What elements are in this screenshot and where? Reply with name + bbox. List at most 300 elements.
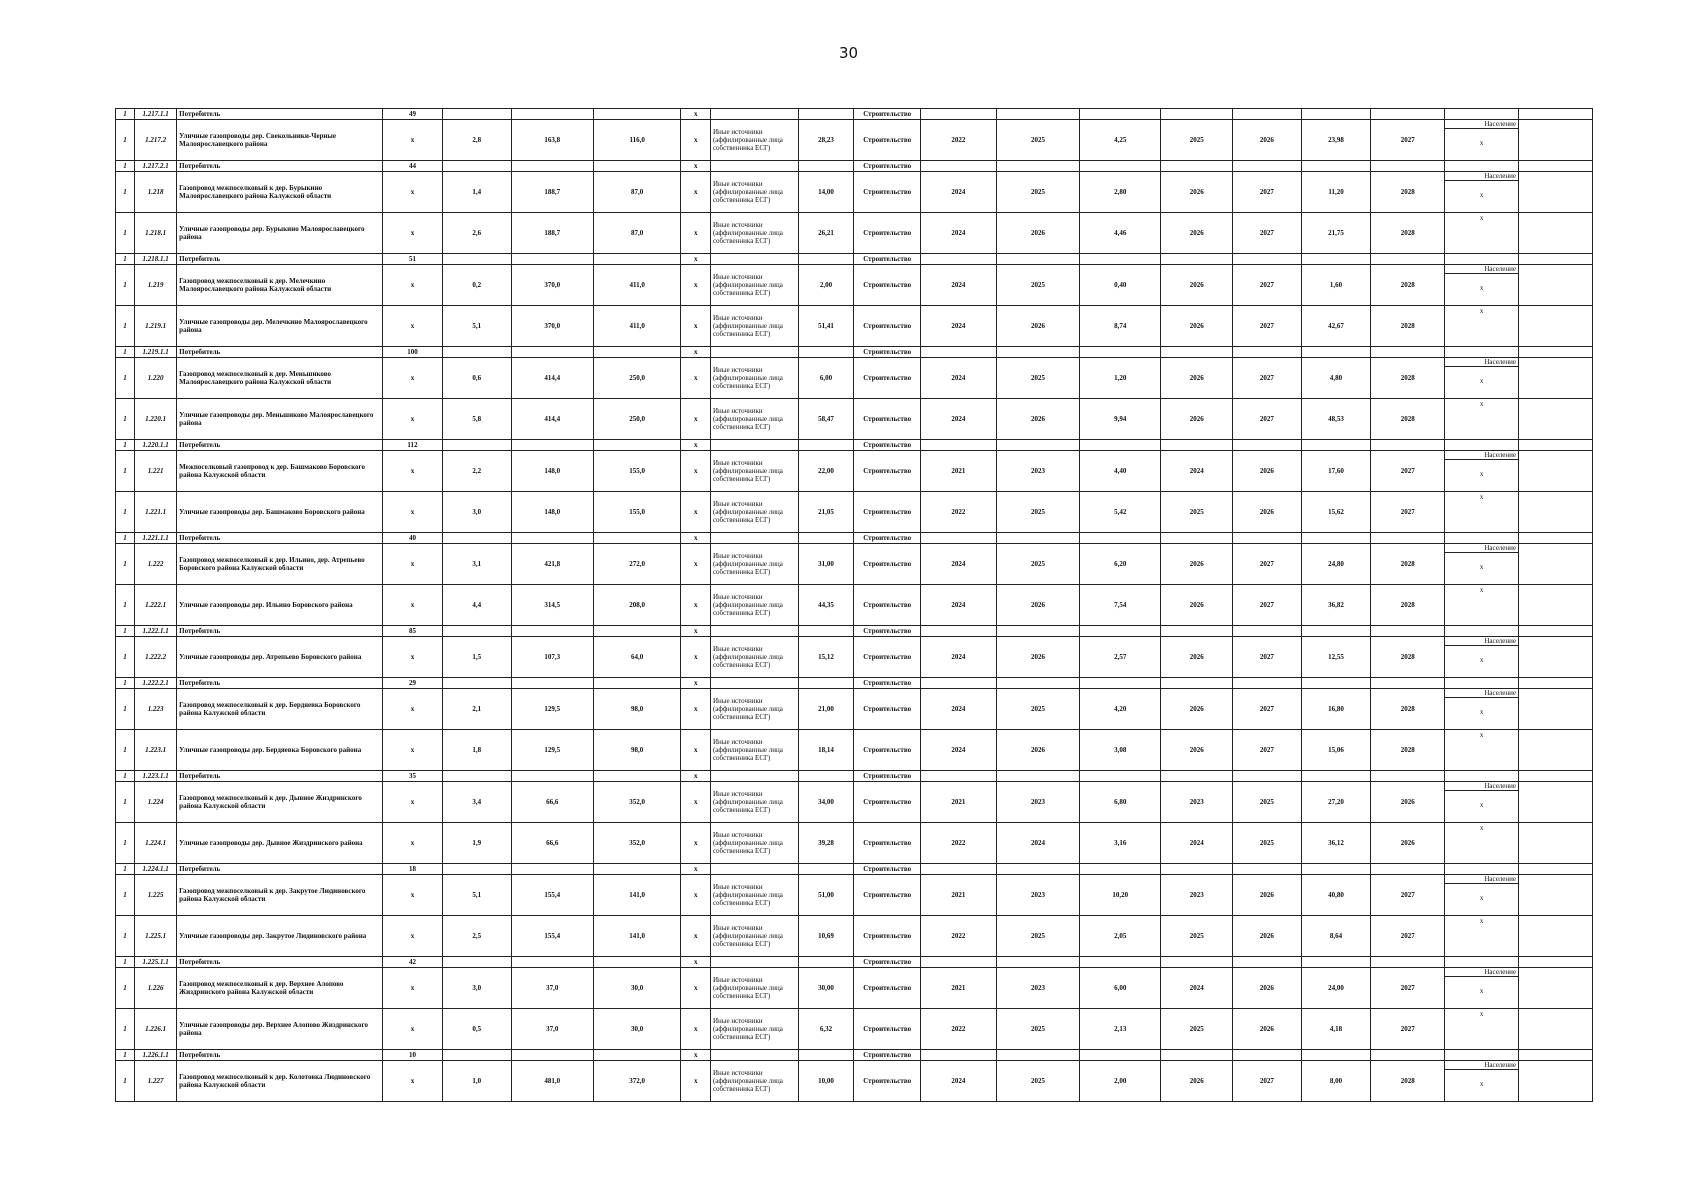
value-cell: 352,0 bbox=[593, 782, 681, 823]
item-code-cell: 1.222 bbox=[134, 544, 176, 585]
funding-source-cell: Иные источники (аффилированные лица собственника ЕСГ) bbox=[710, 265, 798, 306]
population-label: Население bbox=[1445, 358, 1518, 367]
amount-cell: 15,62 bbox=[1301, 492, 1371, 533]
empty-cell bbox=[1371, 678, 1445, 689]
value-cell: 188,7 bbox=[511, 213, 593, 254]
empty-cell bbox=[511, 440, 593, 451]
construction-cell: Строительство bbox=[854, 771, 920, 782]
work-type-cell: Строительство bbox=[854, 306, 920, 347]
row-index-cell: 1 bbox=[116, 823, 135, 864]
row-index-cell: 1 bbox=[116, 1009, 135, 1050]
x-mark: х bbox=[1479, 917, 1484, 925]
length-cell: 1,9 bbox=[443, 823, 512, 864]
consumer-row bbox=[116, 771, 1593, 782]
population-cell bbox=[1445, 451, 1519, 492]
empty-cell bbox=[710, 678, 798, 689]
year-cell: 2025 bbox=[1161, 1009, 1233, 1050]
item-code-cell: 1.226 bbox=[134, 968, 176, 1009]
empty-cell bbox=[1519, 1050, 1593, 1061]
consumer-count-cell: 35 bbox=[382, 771, 442, 782]
empty-cell bbox=[1161, 957, 1233, 968]
empty-cell bbox=[511, 864, 593, 875]
year-cell: 2027 bbox=[1371, 1009, 1445, 1050]
amount-cell: 14,00 bbox=[798, 172, 854, 213]
gas-pipeline-table bbox=[115, 108, 1593, 1102]
value-cell: 141,0 bbox=[593, 875, 681, 916]
empty-cell bbox=[996, 864, 1079, 875]
consumer-code-cell: 1.225.1.1 bbox=[134, 957, 176, 968]
value-cell: х bbox=[382, 120, 442, 161]
table-row bbox=[116, 875, 1593, 916]
length-cell: 3,0 bbox=[443, 968, 512, 1009]
population-cell bbox=[1445, 306, 1519, 347]
population-label: Население bbox=[1445, 637, 1518, 646]
empty-cell bbox=[798, 864, 854, 875]
funding-source-cell: Иные источники (аффилированные лица собственника ЕСГ) bbox=[710, 782, 798, 823]
empty-cell bbox=[1233, 254, 1302, 265]
length-cell: 3,4 bbox=[443, 782, 512, 823]
year-cell: 2027 bbox=[1233, 585, 1302, 626]
year-cell: 2025 bbox=[996, 358, 1079, 399]
funding-source-cell: Иные источники (аффилированные лица собственника ЕСГ) bbox=[710, 968, 798, 1009]
empty-cell bbox=[593, 1050, 681, 1061]
empty-cell bbox=[1371, 771, 1445, 782]
empty-cell bbox=[443, 161, 512, 172]
row-index-cell: 1 bbox=[116, 213, 135, 254]
funding-source-cell: Иные источники (аффилированные лица собственника ЕСГ) bbox=[710, 689, 798, 730]
year-cell: 2025 bbox=[1161, 120, 1233, 161]
amount-cell: 2,00 bbox=[798, 265, 854, 306]
length-cell: 5,1 bbox=[443, 875, 512, 916]
year-cell: 2023 bbox=[996, 875, 1079, 916]
year-cell: 2026 bbox=[1233, 492, 1302, 533]
consumer-count-cell: 100 bbox=[382, 347, 442, 358]
population-cell bbox=[1445, 782, 1519, 823]
value-cell: х bbox=[681, 730, 711, 771]
amount-cell: 4,40 bbox=[1080, 451, 1161, 492]
empty-cell bbox=[1161, 109, 1233, 120]
population-cell bbox=[1445, 689, 1519, 730]
amount-cell: 21,75 bbox=[1301, 213, 1371, 254]
value-cell: 414,4 bbox=[511, 358, 593, 399]
empty-cell bbox=[443, 678, 512, 689]
value-cell: х bbox=[681, 544, 711, 585]
empty-cell bbox=[1519, 533, 1593, 544]
year-cell: 2027 bbox=[1233, 265, 1302, 306]
year-cell: 2025 bbox=[1233, 782, 1302, 823]
year-cell: 2024 bbox=[996, 823, 1079, 864]
pipeline-name-cell: Уличные газопроводы дер. Дывное Жиздринского района bbox=[177, 823, 383, 864]
item-code-cell: 1.222.2 bbox=[134, 637, 176, 678]
year-cell: 2024 bbox=[920, 265, 996, 306]
value-cell: х bbox=[382, 544, 442, 585]
value-cell: х bbox=[681, 782, 711, 823]
empty-cell bbox=[1519, 771, 1593, 782]
empty-cell bbox=[1519, 254, 1593, 265]
row-index-cell: 1 bbox=[116, 544, 135, 585]
funding-source-cell: Иные источники (аффилированные лица собственника ЕСГ) bbox=[710, 875, 798, 916]
consumer-label-cell: Потребитель bbox=[177, 254, 383, 265]
consumer-label-cell: Потребитель bbox=[177, 626, 383, 637]
item-code-cell: 1.224.1 bbox=[134, 823, 176, 864]
empty-cell bbox=[798, 957, 854, 968]
length-cell: 2,5 bbox=[443, 916, 512, 957]
work-type-cell: Строительство bbox=[854, 544, 920, 585]
empty-cell bbox=[920, 440, 996, 451]
empty-cell bbox=[511, 161, 593, 172]
row-index-cell: 1 bbox=[116, 1061, 135, 1102]
amount-cell: 12,55 bbox=[1301, 637, 1371, 678]
value-cell: х bbox=[681, 1009, 711, 1050]
empty-cell bbox=[1080, 626, 1161, 637]
empty-cell bbox=[996, 957, 1079, 968]
year-cell: 2027 bbox=[1233, 689, 1302, 730]
work-type-cell: Строительство bbox=[854, 585, 920, 626]
empty-cell bbox=[593, 533, 681, 544]
empty-cell bbox=[1371, 957, 1445, 968]
year-cell: 2027 bbox=[1371, 451, 1445, 492]
value-cell: 129,5 bbox=[511, 689, 593, 730]
consumer-label-cell: Потребитель bbox=[177, 347, 383, 358]
amount-cell: 2,13 bbox=[1080, 1009, 1161, 1050]
year-cell: 2026 bbox=[996, 637, 1079, 678]
value-cell: 421,8 bbox=[511, 544, 593, 585]
row-index-cell: 1 bbox=[116, 875, 135, 916]
year-cell: 2021 bbox=[920, 782, 996, 823]
empty-cell bbox=[1301, 1050, 1371, 1061]
value-cell: х bbox=[382, 451, 442, 492]
year-cell: 2026 bbox=[1233, 451, 1302, 492]
consumer-code-cell: 1.219.1.1 bbox=[134, 347, 176, 358]
funding-source-cell: Иные источники (аффилированные лица собственника ЕСГ) bbox=[710, 916, 798, 957]
empty-cell bbox=[798, 440, 854, 451]
value-cell: 155,0 bbox=[593, 451, 681, 492]
empty-cell bbox=[710, 440, 798, 451]
year-cell: 2026 bbox=[1161, 172, 1233, 213]
funding-source-cell: Иные источники (аффилированные лица собственника ЕСГ) bbox=[710, 120, 798, 161]
pipeline-name-cell: Газопровод межпоселковый к дер. Мелечкино Малоярославецкого района Калужской области bbox=[177, 265, 383, 306]
construction-cell: Строительство bbox=[854, 864, 920, 875]
empty-cell bbox=[798, 254, 854, 265]
year-cell: 2028 bbox=[1371, 689, 1445, 730]
row-index-cell: 1 bbox=[116, 771, 135, 782]
row-index-cell: 1 bbox=[116, 161, 135, 172]
pipeline-name-cell: Газопровод межпоселковый к дер. Закрутое Людиновского района Калужской области bbox=[177, 875, 383, 916]
work-type-cell: Строительство bbox=[854, 730, 920, 771]
year-cell: 2024 bbox=[920, 172, 996, 213]
item-code-cell: 1.219 bbox=[134, 265, 176, 306]
work-type-cell: Строительство bbox=[854, 1061, 920, 1102]
empty-cell bbox=[1233, 347, 1302, 358]
year-cell: 2026 bbox=[1161, 306, 1233, 347]
empty-cell bbox=[710, 1050, 798, 1061]
empty-cell bbox=[1445, 440, 1519, 451]
value-cell: 30,0 bbox=[593, 1009, 681, 1050]
value-cell: х bbox=[382, 399, 442, 440]
empty-cell bbox=[1519, 544, 1593, 585]
population-cell bbox=[1445, 1061, 1519, 1102]
value-cell: 148,0 bbox=[511, 492, 593, 533]
x-cell: х bbox=[681, 161, 711, 172]
page-number: 30 bbox=[838, 44, 859, 62]
consumer-count-cell: 42 bbox=[382, 957, 442, 968]
value-cell: 370,0 bbox=[511, 306, 593, 347]
empty-cell bbox=[1080, 533, 1161, 544]
empty-cell bbox=[443, 771, 512, 782]
value-cell: 188,7 bbox=[511, 172, 593, 213]
year-cell: 2023 bbox=[1161, 782, 1233, 823]
empty-cell bbox=[1519, 957, 1593, 968]
value-cell: х bbox=[382, 213, 442, 254]
empty-cell bbox=[1445, 109, 1519, 120]
length-cell: 3,1 bbox=[443, 544, 512, 585]
year-cell: 2026 bbox=[996, 306, 1079, 347]
empty-cell bbox=[1301, 533, 1371, 544]
empty-cell bbox=[1301, 864, 1371, 875]
amount-cell: 48,53 bbox=[1301, 399, 1371, 440]
pipeline-name-cell: Газопровод межпоселковый к дер. Бердяевка Боровского района Калужской области bbox=[177, 689, 383, 730]
year-cell: 2027 bbox=[1233, 306, 1302, 347]
empty-cell bbox=[1519, 451, 1593, 492]
empty-cell bbox=[1080, 347, 1161, 358]
value-cell: х bbox=[681, 451, 711, 492]
empty-cell bbox=[1233, 626, 1302, 637]
x-mark: х bbox=[1479, 563, 1484, 571]
item-code-cell: 1.220.1 bbox=[134, 399, 176, 440]
amount-cell: 42,67 bbox=[1301, 306, 1371, 347]
empty-cell bbox=[710, 533, 798, 544]
length-cell: 3,0 bbox=[443, 492, 512, 533]
x-mark: х bbox=[1479, 824, 1484, 832]
pipeline-name-cell: Газопровод межпоселковый к дер. Дывное Жиздринского района Калужской области bbox=[177, 782, 383, 823]
population-label: Население bbox=[1445, 689, 1518, 698]
empty-cell bbox=[1161, 678, 1233, 689]
year-cell: 2023 bbox=[996, 451, 1079, 492]
pipeline-name-cell: Уличные газопроводы дер. Верхнее Алопово Жиздринского района bbox=[177, 1009, 383, 1050]
value-cell: х bbox=[382, 730, 442, 771]
empty-cell bbox=[1161, 347, 1233, 358]
value-cell: х bbox=[681, 916, 711, 957]
consumer-row bbox=[116, 626, 1593, 637]
x-mark: х bbox=[1479, 656, 1484, 664]
empty-cell bbox=[996, 771, 1079, 782]
work-type-cell: Строительство bbox=[854, 782, 920, 823]
value-cell: 155,4 bbox=[511, 916, 593, 957]
row-index-cell: 1 bbox=[116, 585, 135, 626]
item-code-cell: 1.225.1 bbox=[134, 916, 176, 957]
work-type-cell: Строительство bbox=[854, 265, 920, 306]
empty-cell bbox=[1519, 678, 1593, 689]
empty-cell bbox=[1161, 254, 1233, 265]
value-cell: х bbox=[681, 637, 711, 678]
year-cell: 2023 bbox=[996, 782, 1079, 823]
empty-cell bbox=[798, 771, 854, 782]
table-row bbox=[116, 172, 1593, 213]
amount-cell: 16,80 bbox=[1301, 689, 1371, 730]
row-index-cell: 1 bbox=[116, 109, 135, 120]
year-cell: 2026 bbox=[996, 730, 1079, 771]
empty-cell bbox=[1519, 875, 1593, 916]
construction-cell: Строительство bbox=[854, 109, 920, 120]
value-cell: х bbox=[681, 358, 711, 399]
year-cell: 2028 bbox=[1371, 306, 1445, 347]
construction-cell: Строительство bbox=[854, 347, 920, 358]
amount-cell: 6,32 bbox=[798, 1009, 854, 1050]
construction-cell: Строительство bbox=[854, 957, 920, 968]
amount-cell: 51,41 bbox=[798, 306, 854, 347]
year-cell: 2024 bbox=[920, 399, 996, 440]
empty-cell bbox=[996, 347, 1079, 358]
empty-cell bbox=[996, 440, 1079, 451]
row-index-cell: 1 bbox=[116, 451, 135, 492]
year-cell: 2025 bbox=[996, 689, 1079, 730]
year-cell: 2026 bbox=[1161, 358, 1233, 399]
pipeline-name-cell: Газопровод межпоселковый к дер. Ильино, дер. Атрепьево Боровского района Калужской области bbox=[177, 544, 383, 585]
row-index-cell: 1 bbox=[116, 492, 135, 533]
pipeline-name-cell: Уличные газопроводы дер. Атрепьево Боровского района bbox=[177, 637, 383, 678]
population-cell bbox=[1445, 213, 1519, 254]
consumer-count-cell: 10 bbox=[382, 1050, 442, 1061]
amount-cell: 8,74 bbox=[1080, 306, 1161, 347]
row-index-cell: 1 bbox=[116, 533, 135, 544]
year-cell: 2027 bbox=[1371, 968, 1445, 1009]
population-cell bbox=[1445, 637, 1519, 678]
empty-cell bbox=[996, 109, 1079, 120]
empty-cell bbox=[511, 109, 593, 120]
amount-cell: 4,20 bbox=[1080, 689, 1161, 730]
empty-cell bbox=[1445, 347, 1519, 358]
year-cell: 2021 bbox=[920, 451, 996, 492]
empty-cell bbox=[1301, 109, 1371, 120]
empty-cell bbox=[1233, 771, 1302, 782]
empty-cell bbox=[1161, 440, 1233, 451]
length-cell: 1,8 bbox=[443, 730, 512, 771]
construction-cell: Строительство bbox=[854, 440, 920, 451]
x-mark: х bbox=[1479, 586, 1484, 594]
consumer-count-cell: 29 bbox=[382, 678, 442, 689]
population-cell bbox=[1445, 968, 1519, 1009]
year-cell: 2024 bbox=[920, 306, 996, 347]
value-cell: 272,0 bbox=[593, 544, 681, 585]
length-cell: 5,1 bbox=[443, 306, 512, 347]
x-cell: х bbox=[681, 347, 711, 358]
row-index-cell: 1 bbox=[116, 782, 135, 823]
funding-source-cell: Иные источники (аффилированные лица собственника ЕСГ) bbox=[710, 451, 798, 492]
amount-cell: 7,54 bbox=[1080, 585, 1161, 626]
work-type-cell: Строительство bbox=[854, 451, 920, 492]
construction-cell: Строительство bbox=[854, 626, 920, 637]
amount-cell: 22,00 bbox=[798, 451, 854, 492]
empty-cell bbox=[1371, 626, 1445, 637]
population-label: Население bbox=[1445, 968, 1518, 977]
empty-cell bbox=[1519, 492, 1593, 533]
year-cell: 2028 bbox=[1371, 1061, 1445, 1102]
empty-cell bbox=[1519, 689, 1593, 730]
value-cell: х bbox=[382, 358, 442, 399]
empty-cell bbox=[798, 347, 854, 358]
population-label: Население bbox=[1445, 875, 1518, 884]
year-cell: 2025 bbox=[996, 172, 1079, 213]
value-cell: 129,5 bbox=[511, 730, 593, 771]
value-cell: 208,0 bbox=[593, 585, 681, 626]
amount-cell: 15,12 bbox=[798, 637, 854, 678]
consumer-row bbox=[116, 161, 1593, 172]
empty-cell bbox=[1371, 109, 1445, 120]
empty-cell bbox=[1080, 957, 1161, 968]
x-mark: х bbox=[1479, 470, 1484, 478]
empty-cell bbox=[1371, 254, 1445, 265]
empty-cell bbox=[1519, 109, 1593, 120]
value-cell: 148,0 bbox=[511, 451, 593, 492]
x-mark: х bbox=[1479, 894, 1484, 902]
empty-cell bbox=[511, 626, 593, 637]
empty-cell bbox=[710, 864, 798, 875]
amount-cell: 10,00 bbox=[798, 1061, 854, 1102]
funding-source-cell: Иные источники (аффилированные лица собственника ЕСГ) bbox=[710, 730, 798, 771]
year-cell: 2024 bbox=[1161, 823, 1233, 864]
empty-cell bbox=[1371, 533, 1445, 544]
empty-cell bbox=[1519, 306, 1593, 347]
item-code-cell: 1.224 bbox=[134, 782, 176, 823]
empty-cell bbox=[798, 109, 854, 120]
funding-source-cell: Иные источники (аффилированные лица собственника ЕСГ) bbox=[710, 544, 798, 585]
year-cell: 2023 bbox=[996, 968, 1079, 1009]
year-cell: 2026 bbox=[1233, 875, 1302, 916]
x-mark: х bbox=[1479, 400, 1484, 408]
empty-cell bbox=[1301, 440, 1371, 451]
amount-cell: 1,60 bbox=[1301, 265, 1371, 306]
empty-cell bbox=[1445, 678, 1519, 689]
table-row bbox=[116, 399, 1593, 440]
value-cell: 155,4 bbox=[511, 875, 593, 916]
year-cell: 2026 bbox=[1161, 689, 1233, 730]
year-cell: 2026 bbox=[1161, 1061, 1233, 1102]
value-cell: 37,0 bbox=[511, 1009, 593, 1050]
year-cell: 2027 bbox=[1371, 492, 1445, 533]
value-cell: 30,0 bbox=[593, 968, 681, 1009]
row-index-cell: 1 bbox=[116, 916, 135, 957]
consumer-label-cell: Потребитель bbox=[177, 161, 383, 172]
length-cell: 0,5 bbox=[443, 1009, 512, 1050]
row-index-cell: 1 bbox=[116, 254, 135, 265]
amount-cell: 15,06 bbox=[1301, 730, 1371, 771]
empty-cell bbox=[996, 254, 1079, 265]
empty-cell bbox=[1080, 161, 1161, 172]
table-row bbox=[116, 1009, 1593, 1050]
value-cell: х bbox=[681, 968, 711, 1009]
population-label: Население bbox=[1445, 451, 1518, 460]
population-cell bbox=[1445, 585, 1519, 626]
length-cell: 1,5 bbox=[443, 637, 512, 678]
empty-cell bbox=[1080, 254, 1161, 265]
amount-cell: 8,64 bbox=[1301, 916, 1371, 957]
empty-cell bbox=[1519, 864, 1593, 875]
item-code-cell: 1.220 bbox=[134, 358, 176, 399]
empty-cell bbox=[1519, 637, 1593, 678]
year-cell: 2028 bbox=[1371, 730, 1445, 771]
amount-cell: 26,21 bbox=[798, 213, 854, 254]
table-row bbox=[116, 306, 1593, 347]
empty-cell bbox=[1080, 678, 1161, 689]
table-row bbox=[116, 823, 1593, 864]
consumer-label-cell: Потребитель bbox=[177, 109, 383, 120]
empty-cell bbox=[1301, 347, 1371, 358]
empty-cell bbox=[1080, 864, 1161, 875]
item-code-cell: 1.225 bbox=[134, 875, 176, 916]
year-cell: 2026 bbox=[1161, 544, 1233, 585]
year-cell: 2028 bbox=[1371, 585, 1445, 626]
consumer-label-cell: Потребитель bbox=[177, 957, 383, 968]
